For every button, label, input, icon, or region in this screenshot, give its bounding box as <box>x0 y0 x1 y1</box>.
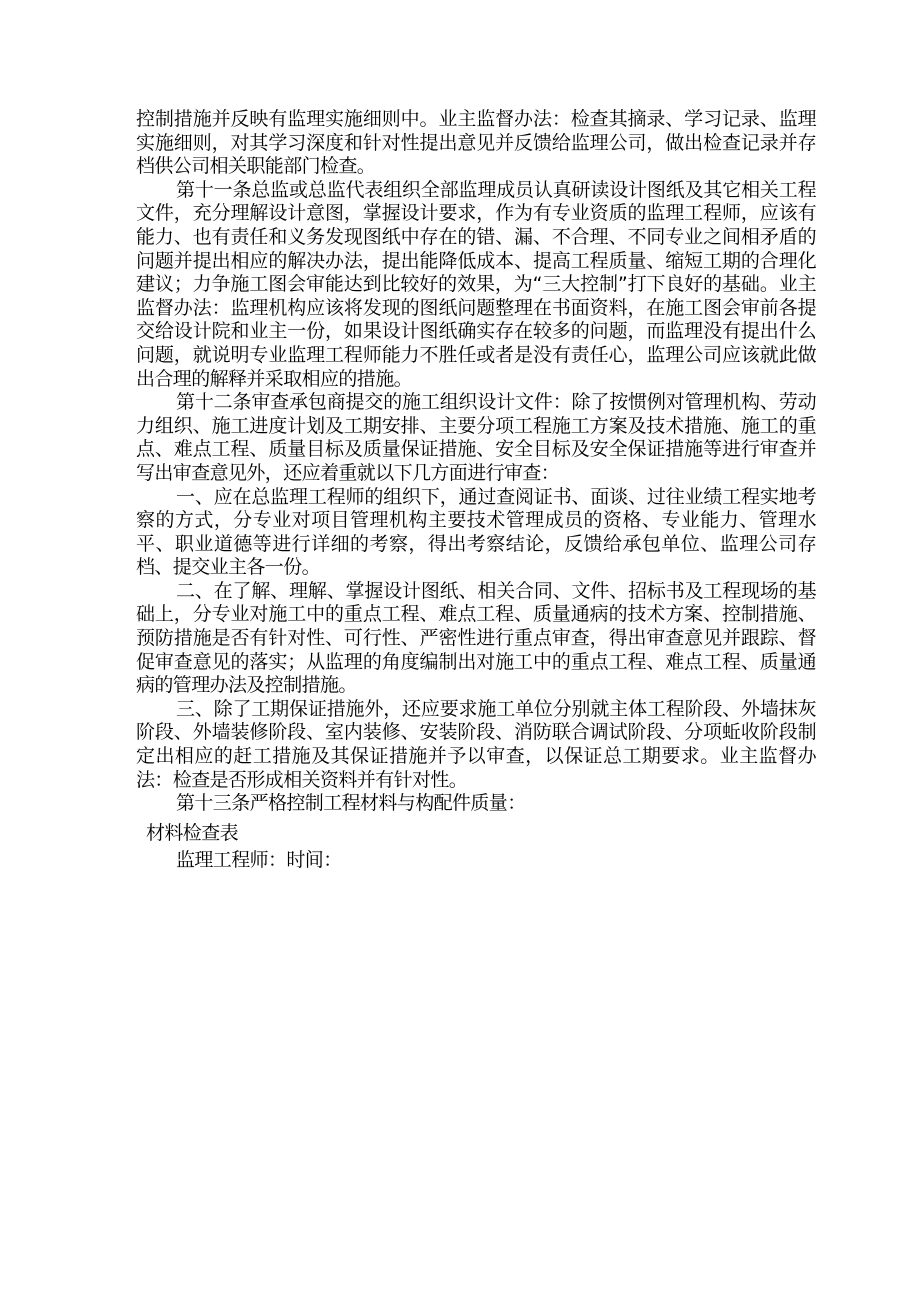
paragraph-article-13: 第十三条严格控制工程材料与构配件质量： <box>176 792 526 815</box>
paragraph-item-2: 二、在了解、理解、掌握设计图纸、相关合同、文件、招标书及工程现场的基础上，分专业对施工中的重点工程、难点工程、质量通病的技术方案、控制措施、预防措施是否有针对性、可行性、严密性进行重点审查，得出审查意见并跟踪、督促审查意见的落实；从监理的角度编制出对施工中的重点工程、难点工程、质量通病的管理办法及控制措施。 <box>136 579 816 697</box>
paragraph-article-12: 第十二条审查承包商提交的施工组织设计文件：除了按惯例对管理机构、劳动力组织、施工进度计划及工期安排、主要分项工程施工方案及技术措施、施工的重点、难点工程、质量目标及质量保证措施、安全目标及安全保证措施等进行审查并写出审查意见外，还应着重就以下几方面进行审查： <box>136 391 816 484</box>
signature-line: 监理工程师：时间： <box>176 849 342 872</box>
paragraph-item-3: 三、除了工期保证措施外，还应要求施工单位分别就主体工程阶段、外墙抹灰阶段、外墙装修阶段、室内装修、安装阶段、消防联合调试阶段、分项蚯收阶段制定出相应的赶工措施及其保证措施并予以审查，以保证总工期要求。业主监督办法：检查是否形成相关资料并有针对性。 <box>136 697 816 791</box>
paragraph-item-1: 一、应在总监理工程师的组织下，通过查阅证书、面谈、过往业绩工程实地考察的方式，分专业对项目管理机构主要技术管理成员的资格、专业能力、管理水平、职业道德等进行详细的考察，得出考察结论，反馈给承包单位、监理公司存档、提交业主各一份。 <box>136 485 816 579</box>
paragraph-article-11: 第十一条总监或总监代表组织全部监理成员认真研读设计图纸及其它相关工程文件，充分理解设计意图，掌握设计要求，作为有专业资质的监理工程师，应该有能力、也有责任和义务发现图纸中存在的错、漏、不合理、不同专业之间相矛盾的问题并提出相应的解决办法，提出能降低成本、提高工程质量、缩短工期的合理化建议；力争施工图会审能达到比较好的效果，为“三大控制”打下良好的基础。业主监督办法：监理机构应该将发现的图纸问题整理在书面资料，在施工图会审前各提交给设计院和业主一份，如果设计图纸确实存在较多的问题，而监理没有提出什么问题，就说明专业监理工程师能力不胜任或者是没有责任心，监理公司应该就此做出合理的解释并采取相应的措施。 <box>136 178 816 390</box>
document-body <box>136 108 816 873</box>
paragraph-1: 控制措施并反映有监理实施细则中。业主监督办法：检查其摘录、学习记录、监理实施细则，对其学习深度和针对性提出意见并反馈给监理公司，做出检查记录并存档供公司相关职能部门检查。 <box>136 108 816 178</box>
table-title: 材料检查表 <box>146 821 239 844</box>
